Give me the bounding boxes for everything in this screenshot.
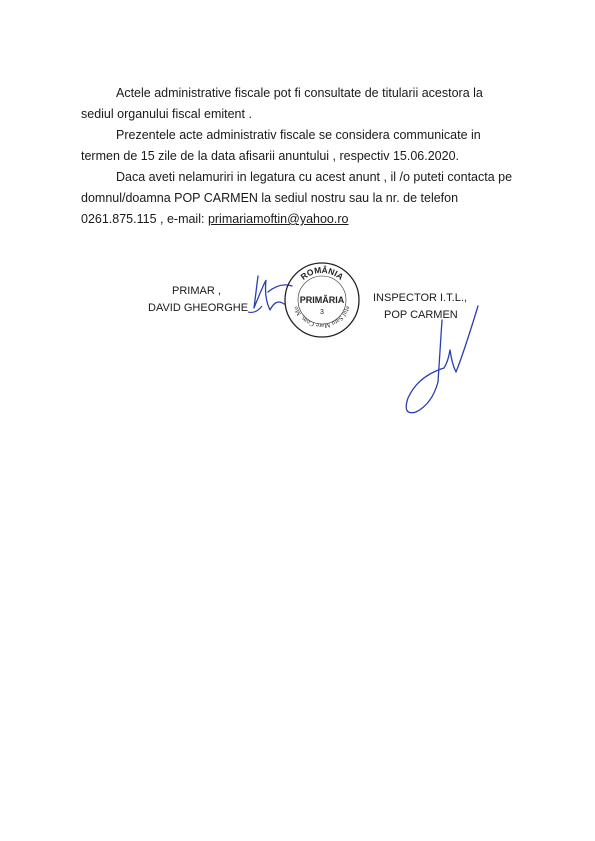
paragraph-2-line-2: termen de 15 zile de la data afisarii anuntului , respectiv 15.06.2020. xyxy=(81,149,460,163)
mayor-title: PRIMAR , xyxy=(172,285,221,297)
email-link[interactable]: primariamoftin@yahoo.ro xyxy=(207,212,349,226)
paragraph-3-line-2: domnul/doamna POP CARMEN la sediul nostru sau la nr. de telefon xyxy=(81,191,459,205)
paragraph-1-line-2: sediul organului fiscal emitent . xyxy=(81,107,252,121)
mayor-name: DAVID GHEORGHE xyxy=(148,302,249,314)
paragraph-2-line-1: Prezentele acte administrativ fiscale se considera communicate in xyxy=(116,128,481,142)
stamp-center-text: PRIMĂRIA xyxy=(299,295,345,305)
official-stamp xyxy=(283,261,361,339)
contact-prefix: 0261.875.115 , e-mail: xyxy=(81,212,208,226)
paragraph-1-line-1: Actele administrative fiscale pot fi consultate de titularii acestora la xyxy=(116,86,483,100)
inspector-title: INSPECTOR I.T.L., xyxy=(373,292,467,304)
paragraph-3-line-3 xyxy=(81,211,348,227)
stamp-ring-text: eţul Satu Mare Com. Mo xyxy=(292,305,352,329)
inspector-name: POP CARMEN xyxy=(384,309,458,321)
stamp-top-text: ROMÂNIA xyxy=(298,264,346,282)
inspector-signature xyxy=(398,300,488,420)
paragraph-3-line-1: Daca aveti nelamuriri in legatura cu acest anunt , il /o puteti contacta pe xyxy=(116,170,513,184)
stamp-number: 3 xyxy=(320,309,324,316)
